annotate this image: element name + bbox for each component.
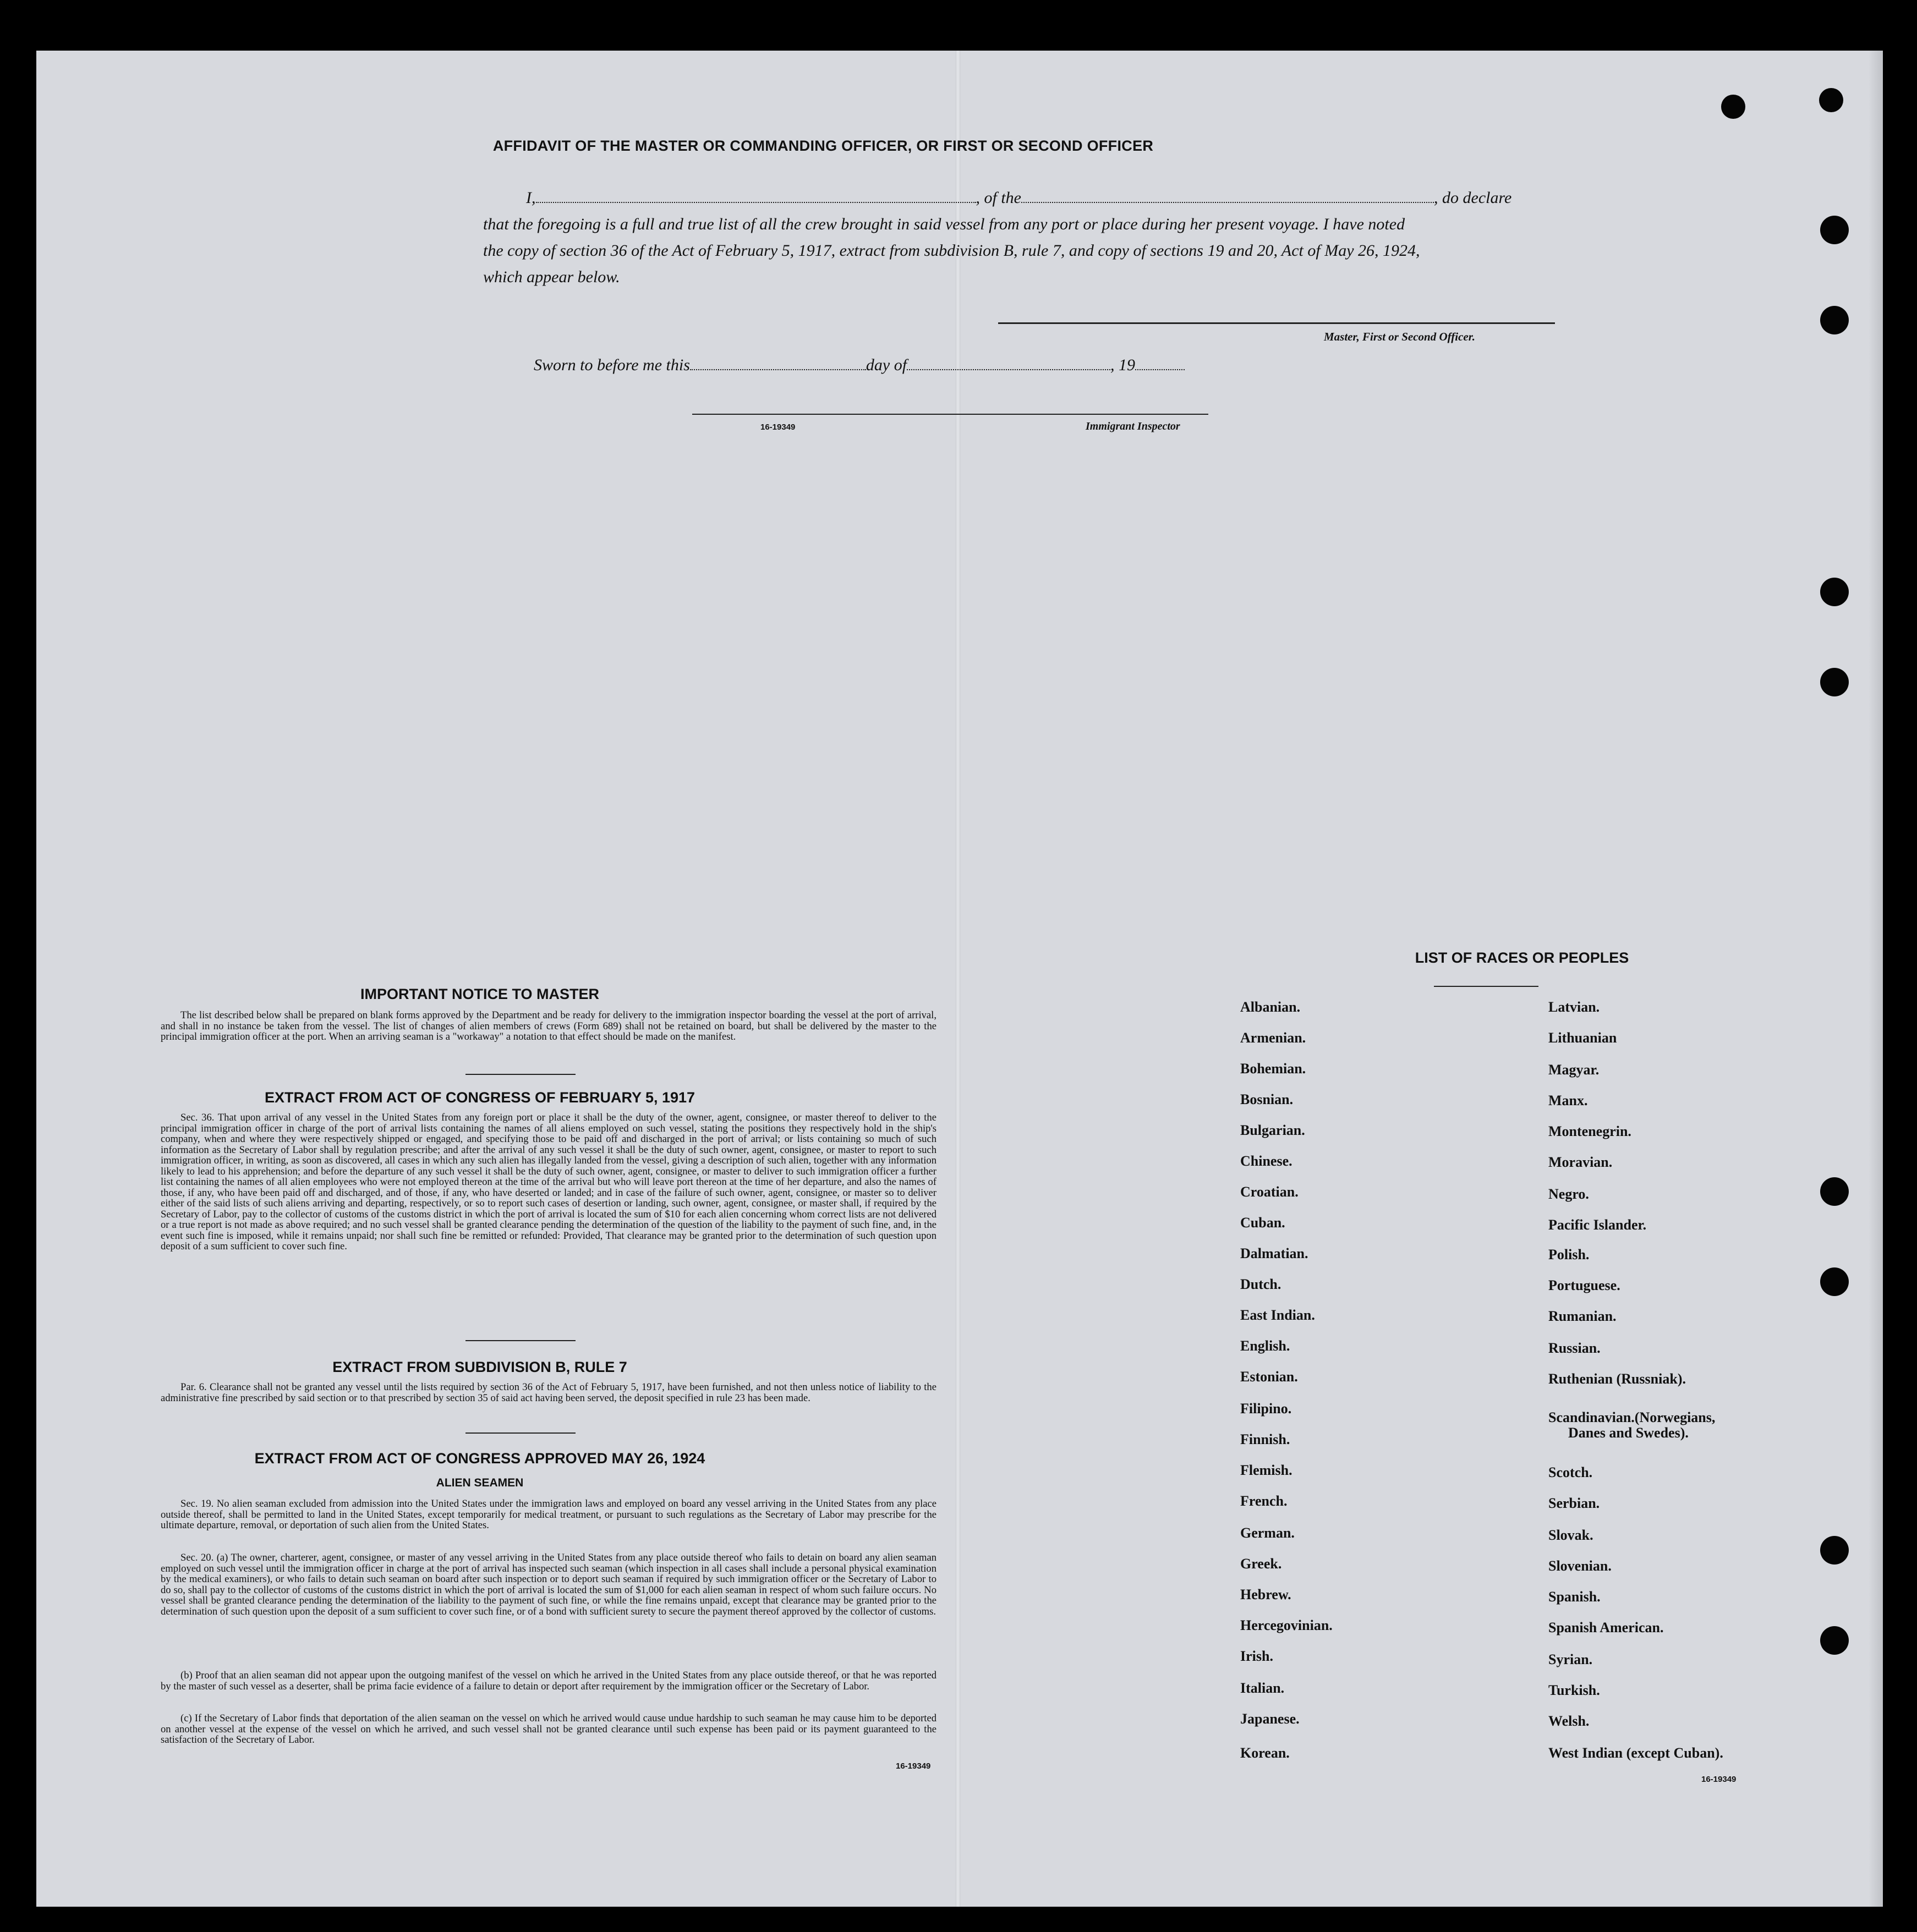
race-item: Portuguese. bbox=[1548, 1277, 1620, 1293]
race-item: Armenian. bbox=[1240, 1030, 1306, 1046]
race-item: English. bbox=[1240, 1338, 1290, 1354]
race-item: Italian. bbox=[1240, 1680, 1285, 1696]
race-item: Magyar. bbox=[1548, 1062, 1600, 1078]
subdivision-b-title: EXTRACT FROM SUBDIVISION B, RULE 7 bbox=[332, 1359, 627, 1375]
race-item: Danes and Swedes). bbox=[1568, 1425, 1689, 1441]
extract-1917-title: EXTRACT FROM ACT OF CONGRESS OF FEBRUARY 5, 1917 bbox=[264, 1089, 695, 1106]
race-item: Flemish. bbox=[1240, 1462, 1292, 1478]
race-item: French. bbox=[1240, 1493, 1288, 1509]
sworn-day-field[interactable] bbox=[690, 354, 866, 370]
race-item: East Indian. bbox=[1240, 1307, 1315, 1323]
punch-hole bbox=[1820, 668, 1849, 696]
i-label: I, bbox=[526, 189, 536, 207]
race-item: Cuban. bbox=[1240, 1215, 1285, 1231]
race-item: Ruthenian (Russniak). bbox=[1548, 1371, 1686, 1387]
alien-seamen-subtitle: ALIEN SEAMEN bbox=[436, 1477, 524, 1489]
sworn-year-field[interactable] bbox=[1135, 354, 1185, 370]
race-item: Scotch. bbox=[1548, 1464, 1593, 1480]
race-item: Spanish. bbox=[1548, 1589, 1601, 1605]
race-item: Pacific Islander. bbox=[1548, 1217, 1647, 1233]
master-signature-line[interactable] bbox=[998, 322, 1555, 324]
paper-edge-shadow bbox=[1869, 51, 1883, 1907]
race-item: Turkish. bbox=[1548, 1682, 1600, 1698]
race-item: Dalmatian. bbox=[1240, 1245, 1308, 1261]
center-fold bbox=[955, 51, 961, 1907]
punch-hole bbox=[1721, 95, 1745, 119]
race-item: Irish. bbox=[1240, 1648, 1273, 1664]
notice-title: IMPORTANT NOTICE TO MASTER bbox=[360, 986, 599, 1002]
inspector-label: Immigrant Inspector bbox=[1086, 420, 1180, 432]
race-item: Albanian. bbox=[1240, 999, 1301, 1015]
race-item: Rumanian. bbox=[1548, 1308, 1617, 1324]
affidavit-title: AFFIDAVIT OF THE MASTER OR COMMANDING OFFICER, OR FIRST OR SECOND OFFICER bbox=[492, 138, 1154, 154]
race-item: Bohemian. bbox=[1240, 1061, 1306, 1077]
do-declare-label: , do declare bbox=[1434, 189, 1512, 207]
race-item: Korean. bbox=[1240, 1745, 1290, 1761]
sworn-label: Sworn to before me this bbox=[534, 356, 690, 374]
race-item: Moravian. bbox=[1548, 1154, 1613, 1170]
races-title: LIST OF RACES OR PEOPLES bbox=[1415, 949, 1629, 966]
race-item: Bosnian. bbox=[1240, 1091, 1294, 1107]
vessel-name-field[interactable] bbox=[1021, 186, 1434, 203]
punch-hole bbox=[1819, 88, 1843, 112]
officer-name-field[interactable] bbox=[536, 186, 976, 203]
section-divider bbox=[465, 1074, 576, 1075]
punch-hole bbox=[1820, 578, 1849, 606]
race-item: Welsh. bbox=[1548, 1713, 1590, 1729]
race-item: Croatian. bbox=[1240, 1184, 1299, 1200]
race-item: Finnish. bbox=[1240, 1431, 1290, 1447]
notice-text: The list described below shall be prepared on blank forms approved by the Department and be ready for delivery to the immigration inspector boarding the vessel at the port of arrival, and shall in no instance be taken from the vessel. The list of changes of alien members of crews (Form 689) shall not be retained on board, but shall be delivered by the master to the principal immigration officer at the port. When an arriving seaman is a "workaway" a notation to that effect should be made on the manifest. bbox=[161, 1009, 936, 1042]
extract-form-number: 16-19349 bbox=[896, 1761, 931, 1771]
punch-hole bbox=[1820, 1177, 1849, 1206]
extract-1924-title: EXTRACT FROM ACT OF CONGRESS APPROVED MAY 26, 1924 bbox=[254, 1450, 705, 1467]
section-divider bbox=[465, 1432, 576, 1434]
race-item: Serbian. bbox=[1548, 1495, 1600, 1511]
affidavit-body bbox=[483, 211, 1556, 290]
race-item: Syrian. bbox=[1548, 1651, 1593, 1667]
race-item: Russian. bbox=[1548, 1340, 1601, 1356]
punch-hole bbox=[1820, 1536, 1849, 1565]
race-item: Estonian. bbox=[1240, 1369, 1298, 1385]
form-number: 16-19349 bbox=[760, 422, 796, 432]
race-item: Bulgarian. bbox=[1240, 1122, 1305, 1138]
day-of-label: day of bbox=[866, 356, 907, 374]
inspector-signature-line[interactable] bbox=[692, 414, 1208, 415]
race-item: Lithuanian bbox=[1548, 1030, 1617, 1046]
race-item: Manx. bbox=[1548, 1093, 1588, 1108]
of-the-label: , of the bbox=[976, 189, 1021, 207]
subdivision-b-text: Par. 6. Clearance shall not be granted any vessel until the lists required by section 36 of the Act of February 5, 1917, have been furnished, and not then unless notice of liability to the administrative fine prescribed by said section or to that prescribed by section 35 of said act having been served, the deposit specified in rule 23 has been made. bbox=[161, 1381, 936, 1404]
form-sheet bbox=[36, 51, 1883, 1907]
punch-hole bbox=[1820, 1626, 1849, 1655]
race-item: West Indian (except Cuban). bbox=[1548, 1745, 1723, 1761]
race-item: Chinese. bbox=[1240, 1153, 1292, 1169]
race-item: Hercegovinian. bbox=[1240, 1617, 1333, 1633]
race-item: Negro. bbox=[1548, 1186, 1589, 1202]
race-item: Slovak. bbox=[1548, 1527, 1593, 1543]
race-item: Spanish American. bbox=[1548, 1620, 1664, 1635]
sworn-line bbox=[534, 352, 1185, 378]
sworn-month-field[interactable] bbox=[907, 354, 1110, 370]
race-item: Dutch. bbox=[1240, 1276, 1281, 1292]
punch-hole bbox=[1820, 216, 1849, 244]
punch-hole bbox=[1820, 1267, 1849, 1296]
sec20a-text: Sec. 20. (a) The owner, charterer, agent, consignee, or master of any vessel arriving in the United States from any place outside thereof who fails to detain on board any alien seaman employed on such vessel until the immigration officer in charge at the port of arrival has inspected such seaman (which inspection in all cases shall include a personal physical examination by the medical examiners), or who fails to detain such seaman on board after such inspection or to deport such seaman if required by such immigration officer or the Secretary of Labor to do so, shall pay to the collector of customs of the customs district in which the port of arrival is located the sum of $1,000 for each alien seaman in respect of whom such failure occurs. No vessel shall be granted clearance pending the determination of the liability to the payment of such fine, or while the fine remains unpaid, except that clearance may be granted prior to the determination of such question upon the deposit of a sum sufficient to cover such fine, or of a bond with sufficient surety to secure the payment thereof approved by the collector of customs. bbox=[161, 1552, 936, 1617]
race-item: German. bbox=[1240, 1525, 1295, 1541]
sec19-text: Sec. 19. No alien seaman excluded from admission into the United States under the immigration laws and employed on board any vessel arriving in the United States from any place outside thereof, shall be permitted to land in the United States, except temporarily for medical treatment, or pursuant to such regulations as the Secretary of Labor may prescribe for the ultimate departure, removal, or deportation of such alien from the United States. bbox=[161, 1498, 936, 1531]
race-item: Latvian. bbox=[1548, 999, 1600, 1015]
race-item: Montenegrin. bbox=[1548, 1123, 1631, 1139]
race-item: Hebrew. bbox=[1240, 1587, 1291, 1602]
year-label: , 19 bbox=[1110, 356, 1136, 374]
affidavit-declaration-line bbox=[526, 185, 1560, 211]
race-item: Polish. bbox=[1548, 1247, 1590, 1263]
race-item: Greek. bbox=[1240, 1556, 1282, 1572]
affidavit-body-line: which appear below. bbox=[483, 268, 620, 286]
sec20c-text: (c) If the Secretary of Labor finds that deportation of the alien seaman on the vessel on which he arrived would cause undue hardship to such seaman he may cause him to be deported on another vessel at the expense of the vessel on which he arrived, and such vessel shall not be granted clearance until such expense has been paid or its payment guaranteed to the satisfaction of the Secretary of Labor. bbox=[161, 1713, 936, 1746]
race-item: Japanese. bbox=[1240, 1711, 1300, 1727]
sec20b-text: (b) Proof that an alien seaman did not appear upon the outgoing manifest of the vessel on which he arrived in the United States from any place outside thereof, or that he was reported by the master of such vessel as a deserter, shall be prima facie evidence of a failure to detain or deport after requirement by the immigration officer or the Secretary of Labor. bbox=[161, 1670, 936, 1692]
race-item: Filipino. bbox=[1240, 1401, 1292, 1417]
affidavit-body-line: that the foregoing is a full and true list of all the crew brought in said vessel from any port or place during her present voyage. I have noted bbox=[483, 215, 1405, 233]
races-form-number: 16-19349 bbox=[1701, 1775, 1737, 1784]
punch-hole bbox=[1820, 306, 1849, 334]
master-signature-label: Master, First or Second Officer. bbox=[1324, 330, 1475, 343]
extract-1917-text: Sec. 36. That upon arrival of any vessel in the United States from any foreign port or place it shall be the duty of the owner, agent, consignee, or master thereof to deliver to the principal immigration officer in charge of the port of arrival lists containing the names of all aliens employed on such vessel, stating the positions they respectively hold in the ship's company, when and where they were respectively shipped or engaged, and specifying those to be paid off and discharged in the port of arrival; or lists containing so much of such information as the Secretary of Labor shall by regulation prescribe; and after the arrival of any such vessel it shall be the duty of such owner, agent, consignee, or master to report to such immigration officer, in writing, as soon as discovered, all cases in which any such alien has illegally landed from the vessel, giving a description of such alien, together with any information likely to lead to his apprehension; and before the departure of any such vessel it shall be the duty of such owner, agent, consignee, or master to deliver to such immigration officer a further list containing the names of all alien employees who were not employed thereon at the time of the arrival but who will leave port thereon at the time of her departure, and also the names of those, if any, who have been paid off and discharged, and of those, if any, who have deserted or landed; and in case of the failure of such owner, agent, consignee, or master so to deliver either of the said lists of such aliens arriving and departing, respectively, or so to report such cases of desertion or landing, such owner, agent, consignee, or master shall, if required by the Secretary of Labor, pay to the collector of customs of the customs district in which the port of arrival is located the sum of $10 for each alien concerning whom correct lists are not delivered or a true report is not made as above required; and no such vessel shall be granted clearance pending the determination of the question of the liability to the payment of such fine, and, in the event such fine is imposed, while it remains unpaid; nor shall such fine be remitted or refunded: Provided, That clearance may be granted prior to the determination of such question upon deposit of a sum sufficient to cover such fine. bbox=[161, 1112, 936, 1252]
section-divider bbox=[465, 1340, 576, 1341]
race-item: Slovenian. bbox=[1548, 1558, 1612, 1574]
race-item: Scandinavian.(Norwegians, bbox=[1548, 1409, 1716, 1425]
races-title-underline bbox=[1434, 986, 1538, 987]
affidavit-body-line: the copy of section 36 of the Act of February 5, 1917, extract from subdivision B, rule 7, and copy of sections 19 and 20, Act of May 26, 1924, bbox=[483, 241, 1420, 260]
